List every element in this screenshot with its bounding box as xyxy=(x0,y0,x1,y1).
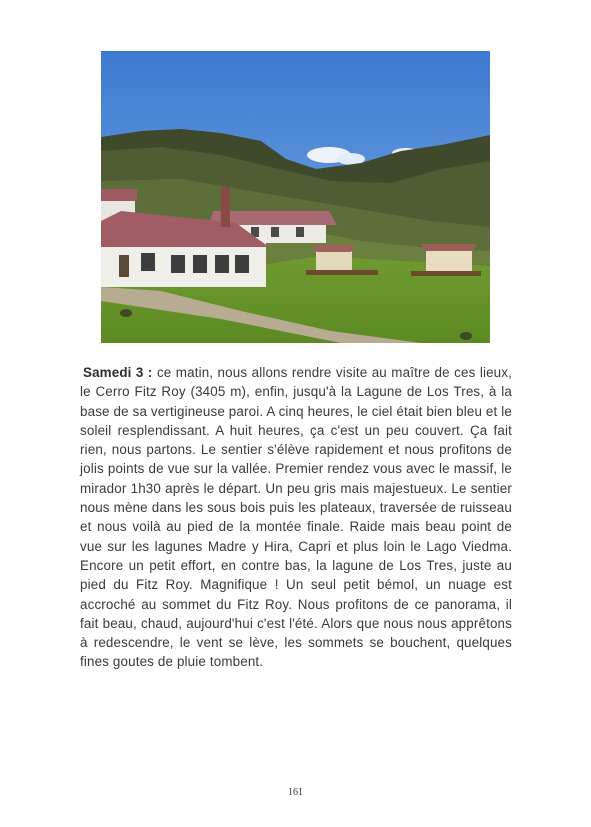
landscape-photo xyxy=(101,51,490,343)
paragraph-body: ce matin, nous allons rendre visite au maître de ces lieux, le Cerro Fitz Roy (3405 m), enfin, jusqu'à la Lagune de Los Tres, à la base de sa vertigineuse paroi. A cinq heures, le ciel était bien bleu et le soleil resplendissant. A huit heures, ça c'est un peu couvert. Ça fait rien, nous partons. Le sentier s'élève rapidement et nous profitons de jolis points de vue sur la vallée. Premier rendez vous avec le massif, le mirador 1h30 après le départ. Un peu gris mais majestueux. Le sentier nous mène dans les sous bois puis les plateaux, traversée de ruisseau et nous voilà au pied de la montée finale. Raide mais beau point de vue sur les lagunes Madre y Hira, Capri et plus loin le Lago Viedma. Encore un petit effort, en contre bas, la lagune de Los Tres, juste au pied du Fitz Roy. Magnifique ! Un seul petit bémol, un nuage est accroché au sommet du Fitz Roy. Nous profitons de ce panorama, il fait beau, chaud, aujourd'hui c'est l'été. Alors que nous nous apprêtons à redescendre, le vent se lève, les sommets se bouchent, quelques fines goutes de pluie tombent. xyxy=(80,365,512,670)
page-number: 161 xyxy=(288,787,303,798)
journal-paragraph xyxy=(80,363,512,672)
day-heading: Samedi 3 : xyxy=(83,365,153,380)
